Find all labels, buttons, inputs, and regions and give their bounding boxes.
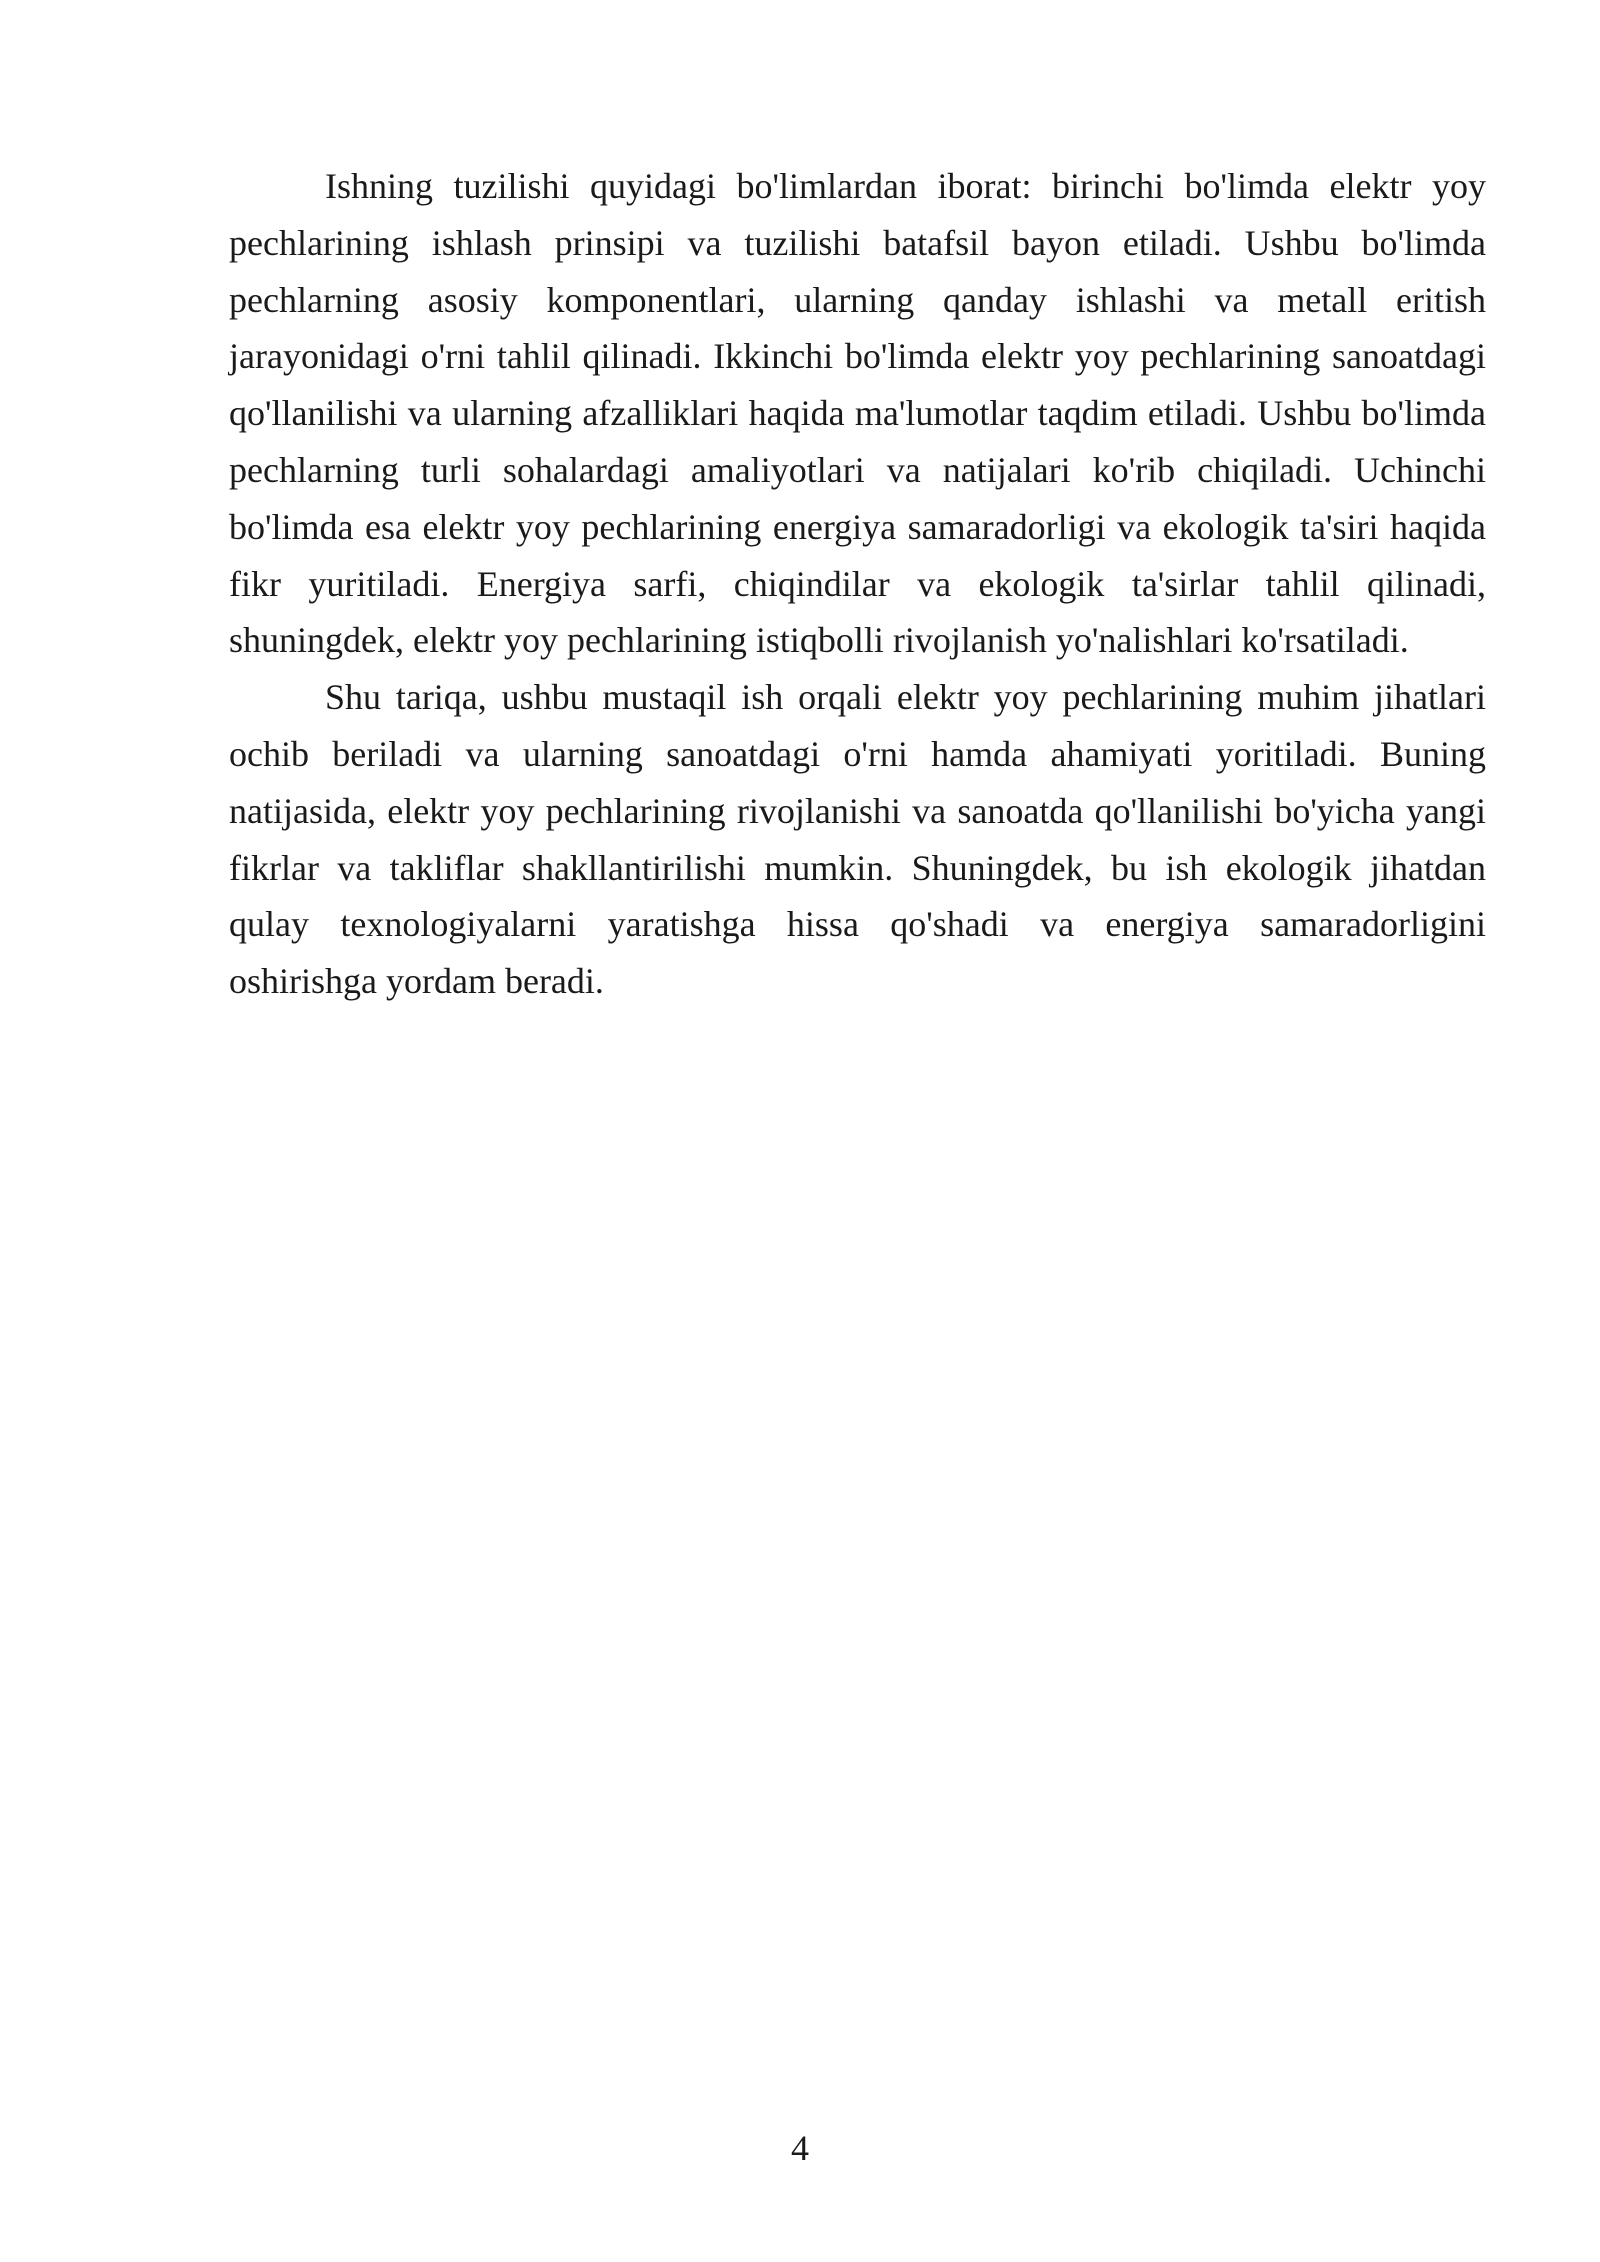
- body-text: [229, 158, 1486, 1010]
- paragraph-1: Ishning tuzilishi quyidagi bo'limlardan iborat: birinchi bo'limda elektr yoy pechlarining ishlash prinsipi va tuzilishi batafsil bayon etiladi. Ushbu bo'limda pechlarning asosiy komponentlari, ularning qanday ishlashi va metall eritish jarayonidagi o'rni tahlil qilinadi. Ikkinchi bo'limda elektr yoy pechlarining sanoatdagi qo'llanilishi va ularning afzalliklari haqida ma'lumotlar taqdim etiladi. Ushbu bo'limda pechlarning turli sohalardagi amaliyotlari va natijalari ko'rib chiqiladi. Uchinchi bo'limda esa elektr yoy pechlarining energiya samaradorligi va ekologik ta'siri haqida fikr yuritiladi. Energiya sarfi, chiqindilar va ekologik ta'sirlar tahlil qilinadi, shuningdek, elektr yoy pechlarining istiqbolli rivojlanish yo'nalishlari ko'rsatiladi.: [229, 166, 1486, 661]
- page-number: 4: [791, 2128, 809, 2168]
- paragraph-2: Shu tariqa, ushbu mustaqil ish orqali elektr yoy pechlarining muhim jihatlari ochib beriladi va ularning sanoatdagi o'rni hamda ahamiyati yoritiladi. Buning natijasida, elektr yoy pechlarining rivojlanishi va sanoatda qo'llanilishi bo'yicha yangi fikrlar va takliflar shakllantirilishi mumkin. Shuningdek, bu ish ekologik jihatdan qulay texnologiyalarni yaratishga hissa qo'shadi va energiya samaradorligini oshirishga yordam beradi.: [229, 677, 1486, 1002]
